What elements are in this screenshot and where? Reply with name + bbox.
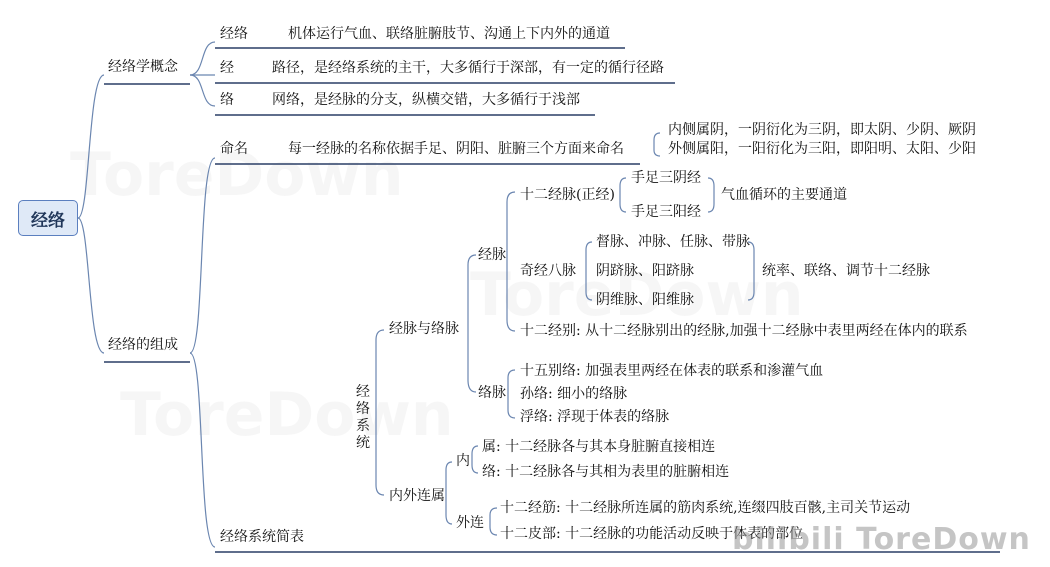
naming-inner: 内侧属阴，一阴衍化为三阴，即太阴、少阴、厥阴 — [668, 122, 976, 138]
jingmai-label: 经脉 — [478, 247, 506, 263]
jingluo-label: 经脉与络脉 — [389, 321, 459, 337]
concept-def-luo: 网络，是经脉的分支，纵横交错，大多循行于浅部 — [272, 92, 580, 108]
system-label: 经络系统 — [356, 384, 370, 451]
inner-item-2: 络: 十二经脉各与其相为表里的脏腑相连 — [482, 464, 730, 480]
inner-item-1: 属: 十二经脉各与其本身脏腑直接相连 — [482, 439, 716, 455]
concept-def-jingluo: 机体运行气血、联络脏腑肢节、沟通上下内外的通道 — [288, 26, 610, 42]
eight-label: 奇经八脉 — [520, 263, 576, 279]
bilibili-watermark: bilibili ToreDown — [732, 522, 1031, 557]
eight-sub-1: 督脉、冲脉、任脉、带脉 — [596, 234, 750, 250]
twelve-sub-yin: 手足三阴经 — [631, 170, 701, 186]
table-label: 经络系统简表 — [220, 529, 304, 545]
twelve-label: 十二经脉(正经) — [520, 187, 615, 203]
concept-node[interactable]: 经络学概念 — [108, 59, 178, 75]
eight-desc: 统率、联络、调节十二经脉 — [762, 263, 930, 279]
naming-outer: 外侧属阳，一阳衍化为三阳，即阳明、太阳、少阳 — [668, 141, 976, 157]
concept-term-luo: 络 — [220, 92, 234, 108]
composition-node[interactable]: 经络的组成 — [108, 337, 178, 353]
concept-def-jing: 路径，是经络系统的主干，大多循行于深部，有一定的循行径路 — [272, 60, 664, 76]
concept-term-jingluo: 经络 — [220, 26, 248, 42]
luomai-item-2: 孙络: 细小的络脉 — [520, 386, 628, 402]
twelve-desc: 气血循环的主要通道 — [721, 187, 847, 203]
eight-sub-2: 阴跻脉、阳跻脉 — [596, 263, 694, 279]
connection-inner-label: 内 — [456, 453, 470, 469]
connection-label: 内外连属 — [389, 488, 445, 504]
naming-def: 每一经脉的名称依据手足、阴阳、脏腑三个方面来命名 — [288, 141, 624, 157]
outer-item-1: 十二经筋: 十二经脉所连属的筋肉系统,连缀四肢百骸,主司关节运动 — [500, 500, 911, 516]
root-node[interactable]: 经络 — [18, 200, 78, 236]
naming-label: 命名 — [220, 141, 248, 157]
concept-term-jing: 经 — [220, 60, 234, 76]
jingbie-item: 十二经别: 从十二经脉别出的经脉,加强十二经脉中表里两经在体内的联系 — [520, 323, 968, 339]
luomai-item-3: 浮络: 浮现于体表的络脉 — [520, 409, 670, 425]
luomai-item-1: 十五别络: 加强表里两经在体表的联系和渗灌气血 — [520, 363, 824, 379]
twelve-sub-yang: 手足三阳经 — [631, 204, 701, 220]
outer-item-2: 十二皮部: 十二经脉的功能活动反映于体表的部位 — [500, 526, 804, 542]
connection-outer-label: 外连 — [456, 515, 484, 531]
luomai-label: 络脉 — [478, 385, 506, 401]
eight-sub-3: 阴维脉、阳维脉 — [596, 292, 694, 308]
